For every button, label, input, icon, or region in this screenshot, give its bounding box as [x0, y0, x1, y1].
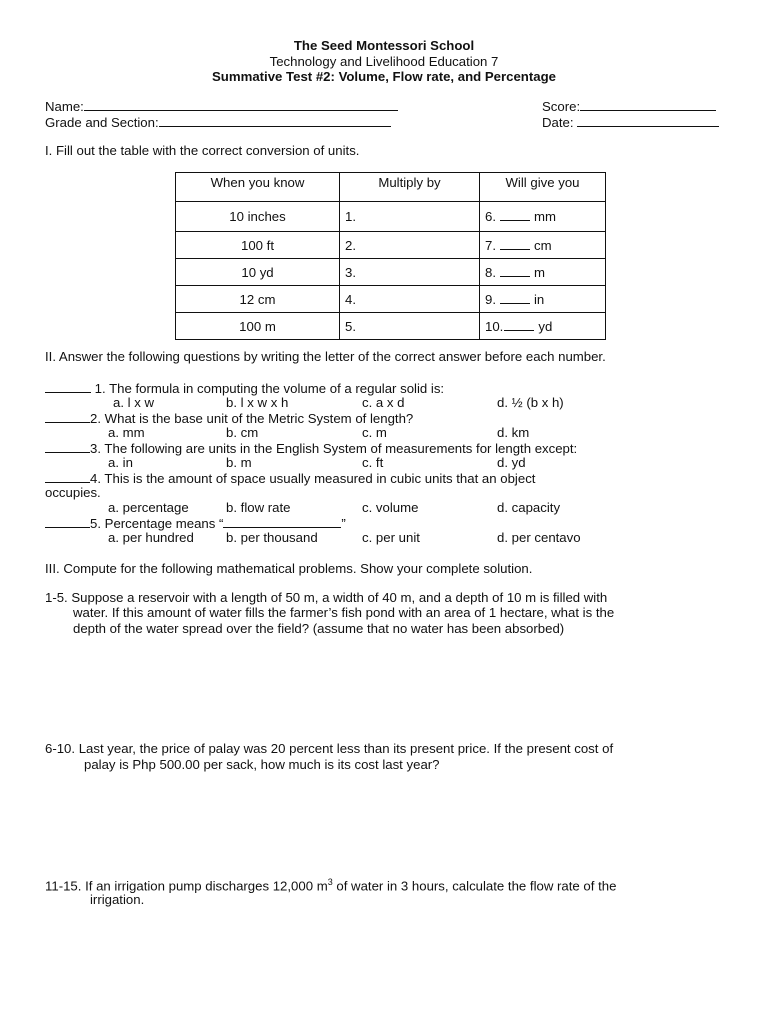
multiply-cell[interactable]: 2. — [340, 232, 480, 259]
answer-blank[interactable] — [500, 238, 530, 250]
question-text: 2. What is the base unit of the Metric System of length? — [90, 411, 414, 426]
question-text-end: ” — [341, 516, 346, 531]
part2-instruction: II. Answer the following questions by writing the letter of the correct answer before each number. — [45, 349, 606, 364]
option: b. flow rate — [226, 500, 291, 515]
col-header: When you know — [176, 173, 340, 202]
item-number: 7. — [485, 237, 496, 253]
grade-section-field[interactable] — [45, 113, 391, 130]
part3-instruction: III. Compute for the following mathematical problems. Show your complete solution. — [45, 561, 533, 576]
know-cell: 10 inches — [176, 202, 340, 232]
option: c. per unit — [362, 530, 420, 545]
problem-1-line2: water. If this amount of water fills the farmer’s fish pond with an area of 1 hectare, what is the — [73, 605, 615, 620]
option: d. ½ (b x h) — [497, 395, 564, 410]
score-field[interactable] — [542, 97, 716, 114]
know-cell: 100 m — [176, 313, 340, 340]
col-header: Multiply by — [340, 173, 480, 202]
date-label: Date: — [542, 115, 574, 130]
problem-2-line2: palay is Php 500.00 per sack, how much is its cost last year? — [84, 757, 440, 772]
name-field[interactable] — [45, 97, 398, 114]
option: a. percentage — [108, 500, 189, 515]
option: d. km — [497, 425, 530, 440]
conversion-table — [175, 172, 606, 340]
question-text: 4. This is the amount of space usually measured in cubic units that an object — [90, 471, 536, 486]
fill-blank[interactable] — [223, 515, 341, 528]
test-title: Summative Test #2: Volume, Flow rate, and Percentage — [212, 69, 556, 84]
name-line — [84, 97, 398, 111]
unit-label: mm — [534, 209, 556, 224]
question-text: 5. Percentage means “ — [90, 516, 224, 531]
problem-3-line2: irrigation. — [90, 892, 145, 907]
problem-3-line1 — [45, 877, 616, 893]
item-number: 10. — [485, 318, 504, 334]
question-5 — [45, 515, 346, 531]
option: d. per centavo — [497, 530, 581, 545]
answer-blank[interactable] — [45, 515, 90, 528]
answer-blank[interactable] — [45, 410, 90, 423]
cubic-superscript: 3 — [327, 877, 333, 887]
question-2 — [45, 410, 413, 426]
problem-1-line1: 1-5. Suppose a reservoir with a length of 50 m, a width of 40 m, and a depth of 10 m is filled with — [45, 590, 608, 605]
option: a. l x w — [113, 395, 155, 410]
grade-section-label: Grade and Section: — [45, 115, 159, 130]
name-label: Name: — [45, 99, 84, 114]
result-cell[interactable] — [480, 259, 606, 286]
unit-label: yd — [538, 318, 553, 334]
option: c. volume — [362, 500, 419, 515]
unit-label: in — [534, 291, 545, 307]
item-number: 6. — [485, 209, 496, 224]
subject-title: Technology and Livelihood Education 7 — [269, 54, 499, 69]
option: b. per thousand — [226, 530, 318, 545]
question-4 — [45, 470, 535, 486]
know-cell: 10 yd — [176, 259, 340, 286]
date-field[interactable] — [542, 113, 719, 130]
answer-blank[interactable] — [500, 265, 530, 277]
option: c. m — [362, 425, 387, 440]
option: c. a x d — [362, 395, 405, 410]
question-text: 3. The following are units in the English System of measurements for length except: — [90, 441, 578, 456]
table-row — [176, 313, 606, 340]
answer-blank[interactable] — [45, 380, 91, 393]
multiply-cell[interactable]: 1. — [340, 202, 480, 232]
question-3 — [45, 440, 577, 456]
problem-1-line3: depth of the water spread over the field? (assume that no water has been absorbed) — [73, 621, 565, 636]
col-header: Will give you — [480, 173, 606, 202]
score-line — [580, 97, 716, 111]
multiply-cell[interactable]: 4. — [340, 286, 480, 313]
multiply-cell[interactable]: 5. — [340, 313, 480, 340]
question-1 — [45, 380, 444, 396]
answer-blank[interactable] — [500, 209, 530, 221]
result-cell[interactable] — [480, 286, 606, 313]
option: a. in — [108, 455, 133, 470]
table-row — [176, 259, 606, 286]
answer-blank[interactable] — [45, 440, 90, 453]
result-cell[interactable] — [480, 313, 606, 340]
option: a. mm — [108, 425, 145, 440]
question-text-cont: occupies. — [45, 485, 101, 500]
table-row — [176, 232, 606, 259]
part1-instruction: I. Fill out the table with the correct conversion of units. — [45, 143, 360, 158]
item-number: 8. — [485, 264, 496, 280]
option: d. yd — [497, 455, 526, 470]
answer-blank[interactable] — [45, 470, 90, 483]
answer-blank[interactable] — [504, 319, 534, 331]
result-cell[interactable] — [480, 232, 606, 259]
unit-label: m — [534, 264, 545, 280]
answer-blank[interactable] — [500, 292, 530, 304]
know-cell: 100 ft — [176, 232, 340, 259]
option: d. capacity — [497, 500, 561, 515]
multiply-cell[interactable]: 3. — [340, 259, 480, 286]
date-line — [577, 113, 719, 127]
problem-2-line1: 6-10. Last year, the price of palay was 20 percent less than its present price. If the present cost of — [45, 741, 614, 756]
option: c. ft — [362, 455, 384, 470]
result-cell[interactable] — [480, 202, 606, 232]
option: b. cm — [226, 425, 259, 440]
item-number: 9. — [485, 291, 496, 307]
school-name: The Seed Montessori School — [293, 38, 475, 53]
table-header-row — [176, 173, 606, 202]
question-text: 1. The formula in computing the volume of a regular solid is: — [94, 381, 445, 396]
problem-3-text-b: of water in 3 hours, calculate the flow rate of the — [332, 878, 617, 894]
problem-3-text-a: 11-15. If an irrigation pump discharges 12,000 m — [45, 878, 328, 894]
option: b. m — [226, 455, 252, 470]
table-row — [176, 286, 606, 313]
option: b. l x w x h — [226, 395, 289, 410]
grade-section-line — [159, 113, 391, 127]
option: a. per hundred — [108, 530, 194, 545]
unit-label: cm — [534, 237, 552, 253]
know-cell: 12 cm — [176, 286, 340, 313]
score-label: Score: — [542, 99, 581, 114]
table-row — [176, 202, 606, 232]
